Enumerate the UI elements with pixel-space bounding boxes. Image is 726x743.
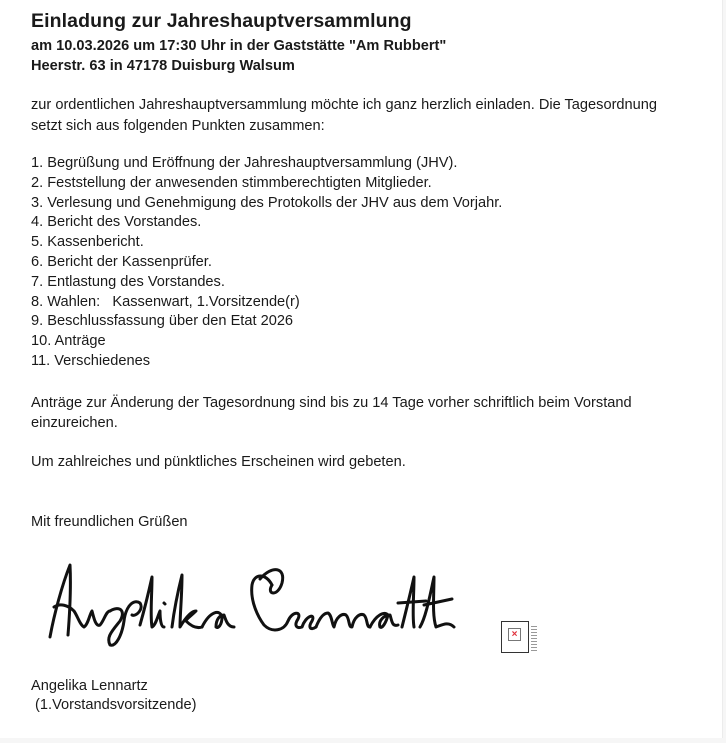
- intro-line-1: zur ordentlichen Jahreshauptversammlung möchte ich ganz herzlich einladen. Die Tagesordnung: [31, 97, 658, 113]
- agenda-item: 11. Verschiedenes: [31, 352, 150, 369]
- handwritten-signature-icon: [40, 555, 490, 650]
- agenda-item: 1. Begrüßung und Eröffnung der Jahreshauptversammlung (JHV).: [31, 155, 458, 171]
- agenda-item: 5. Kassenbericht.: [31, 234, 144, 251]
- closing-greeting: Mit freundlichen Grüßen: [31, 514, 188, 530]
- agenda-item: 6. Bericht der Kassenprüfer.: [31, 253, 212, 270]
- agenda-item: 8. Wahlen: Kassenwart, 1.Vorsitzende(r): [31, 293, 300, 310]
- agenda-item: 2. Feststellung der anwesenden stimmberechtigten Mitglieder.: [31, 174, 432, 191]
- broken-image-icon: ×: [501, 621, 529, 653]
- amendment-line-1: Anträge zur Änderung der Tagesordnung sind bis zu 14 Tage vorher schriftlich beim Vorstand: [31, 395, 632, 411]
- intro-line-2: setzt sich aus folgenden Punkten zusammen:: [31, 118, 325, 134]
- event-date-location: am 10.03.2026 um 17:30 Uhr in der Gaststätte "Am Rubbert": [31, 38, 447, 54]
- signer-name: Angelika Lennartz: [31, 678, 148, 694]
- agenda-item: 3. Verlesung und Genehmigung des Protokolls der JHV aus dem Vorjahr.: [31, 194, 503, 211]
- agenda-item: 7. Entlastung des Vorstandes.: [31, 273, 225, 290]
- agenda-item: 9. Beschlussfassung über den Etat 2026: [31, 313, 294, 330]
- broken-image-ticks: [531, 626, 537, 652]
- agenda-item: 10. Anträge: [31, 333, 106, 350]
- amendment-line-2: einzureichen.: [31, 415, 118, 431]
- document-title: Einladung zur Jahreshauptversammlung: [31, 10, 412, 32]
- signer-role: (1.Vorstandsvorsitzende): [31, 697, 197, 713]
- agenda-item: 4. Bericht des Vorstandes.: [31, 214, 202, 231]
- attendance-note: Um zahlreiches und pünktliches Erscheinen wird gebeten.: [31, 454, 406, 470]
- event-address: Heerstr. 63 in 47178 Duisburg Walsum: [31, 58, 295, 74]
- agenda-list: [31, 154, 502, 372]
